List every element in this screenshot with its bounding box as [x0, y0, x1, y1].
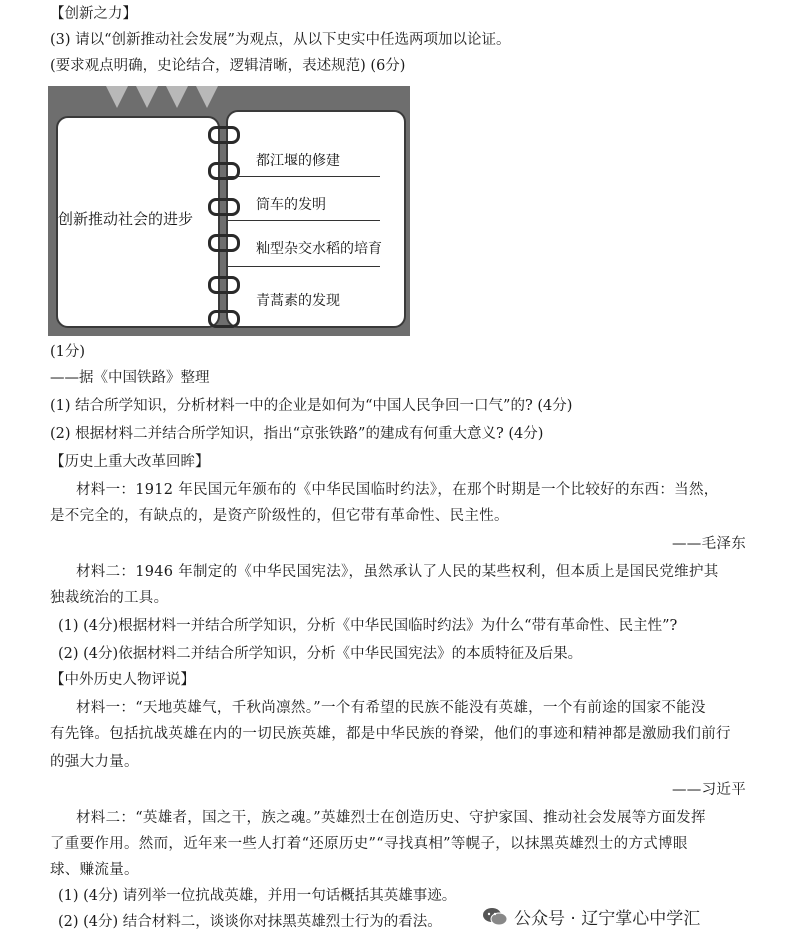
section-reform-heading: 【历史上重大改革回眸】 — [50, 454, 210, 470]
notebook-item: 都江堰的修建 — [256, 153, 340, 169]
railway-question-1: (1) 结合所学知识，分析材料一中的企业是如何为“中国人民争回一口气”的? (4分) — [50, 398, 573, 414]
binder-ring — [208, 276, 240, 294]
ruled-line — [228, 176, 380, 177]
reform-material-1-line-1: 材料一：1912 年民国元年颁布的《中华民国临时约法》，在那个时期是一个比较好的东西：当然， — [76, 482, 719, 498]
wechat-watermark — [482, 904, 700, 929]
figures-material-1-line-2: 有先锋。包括抗战英雄在内的一切民族英雄，都是中华民族的脊梁，他们的事迹和精神都是激励我们前行 — [50, 726, 731, 742]
ruled-line — [228, 266, 380, 267]
binder-ring — [208, 198, 240, 216]
notebook-figure — [48, 86, 410, 336]
figures-material-2-line-1: 材料二：“英雄者，国之干，族之魂。”英雄烈士在创造历史、守护家国、推动社会发展等方面发挥 — [76, 810, 706, 826]
figures-material-2-line-2: 了重要作用。然而，近年来一些人打着“还原历史”“寻找真相”等幌子，以抹黑英雄烈士的方式博眼 — [50, 836, 688, 852]
reform-material-1-source: ——毛泽东 — [672, 536, 746, 552]
bookmark-tab — [166, 86, 188, 108]
notebook-left-title: 创新推动社会的进步 — [58, 210, 194, 228]
section-innovation-heading: 【创新之力】 — [50, 6, 137, 22]
bookmark-tab — [196, 86, 218, 108]
reform-material-2-line-2: 独裁统治的工具。 — [50, 590, 169, 606]
source-note: ——据《中国铁路》整理 — [50, 370, 210, 386]
reform-question-2: (2) (4分)依据材料二并结合所学知识，分析《中华民国宪法》的本质特征及后果。 — [58, 646, 583, 662]
wechat-icon — [482, 907, 508, 927]
notebook-item: 籼型杂交水稻的培育 — [256, 241, 382, 257]
reform-material-2-line-1: 材料二：1946 年制定的《中华民国宪法》，虽然承认了人民的某些权利，但本质上是国民党维护其 — [76, 564, 719, 580]
figures-material-1-source: ——习近平 — [672, 782, 746, 798]
figures-material-2-line-3: 球、赚流量。 — [50, 862, 139, 878]
question-3-requirements: (要求观点明确，史论结合，逻辑清晰，表述规范) (6分) — [50, 58, 406, 74]
ruled-line — [228, 220, 380, 221]
figures-question-1: (1) (4分) 请列举一位抗战英雄，并用一句话概括其英雄事迹。 — [58, 888, 457, 904]
binder-ring — [208, 126, 240, 144]
figures-question-2: (2) (4分) 结合材料二，谈谈你对抹黑英雄烈士行为的看法。 — [58, 914, 442, 930]
binder-ring — [208, 310, 240, 328]
figures-material-1-line-3: 的强大力量。 — [50, 754, 139, 770]
watermark-text: 公众号 · 辽宁掌心中学汇 — [514, 909, 701, 929]
notebook-item: 筒车的发明 — [256, 197, 326, 213]
railway-question-2: (2) 根据材料二并结合所学知识，指出“京张铁路”的建成有何重大意义? (4分) — [50, 426, 544, 442]
bookmark-tab — [136, 86, 158, 108]
binder-ring — [208, 234, 240, 252]
binder-ring — [208, 162, 240, 180]
question-3: (3) 请以“创新推动社会发展”为观点，从以下史实中任选两项加以论证。 — [50, 32, 511, 48]
notebook-item: 青蒿素的发现 — [256, 293, 340, 309]
bookmark-tab — [106, 86, 128, 108]
reform-material-1-line-2: 是不完全的，有缺点的，是资产阶级性的，但它带有革命性、民主性。 — [50, 508, 509, 524]
section-figures-heading: 【中外历史人物评说】 — [50, 672, 195, 688]
score-note: (1分) — [50, 344, 86, 360]
figures-material-1-line-1: 材料一：“天地英雄气，千秋尚凛然。”一个有希望的民族不能没有英雄，一个有前途的国家不能没 — [76, 700, 706, 716]
reform-question-1: (1) (4分)根据材料一并结合所学知识，分析《中华民国临时约法》为什么“带有革命性、民主性”? — [58, 618, 678, 634]
